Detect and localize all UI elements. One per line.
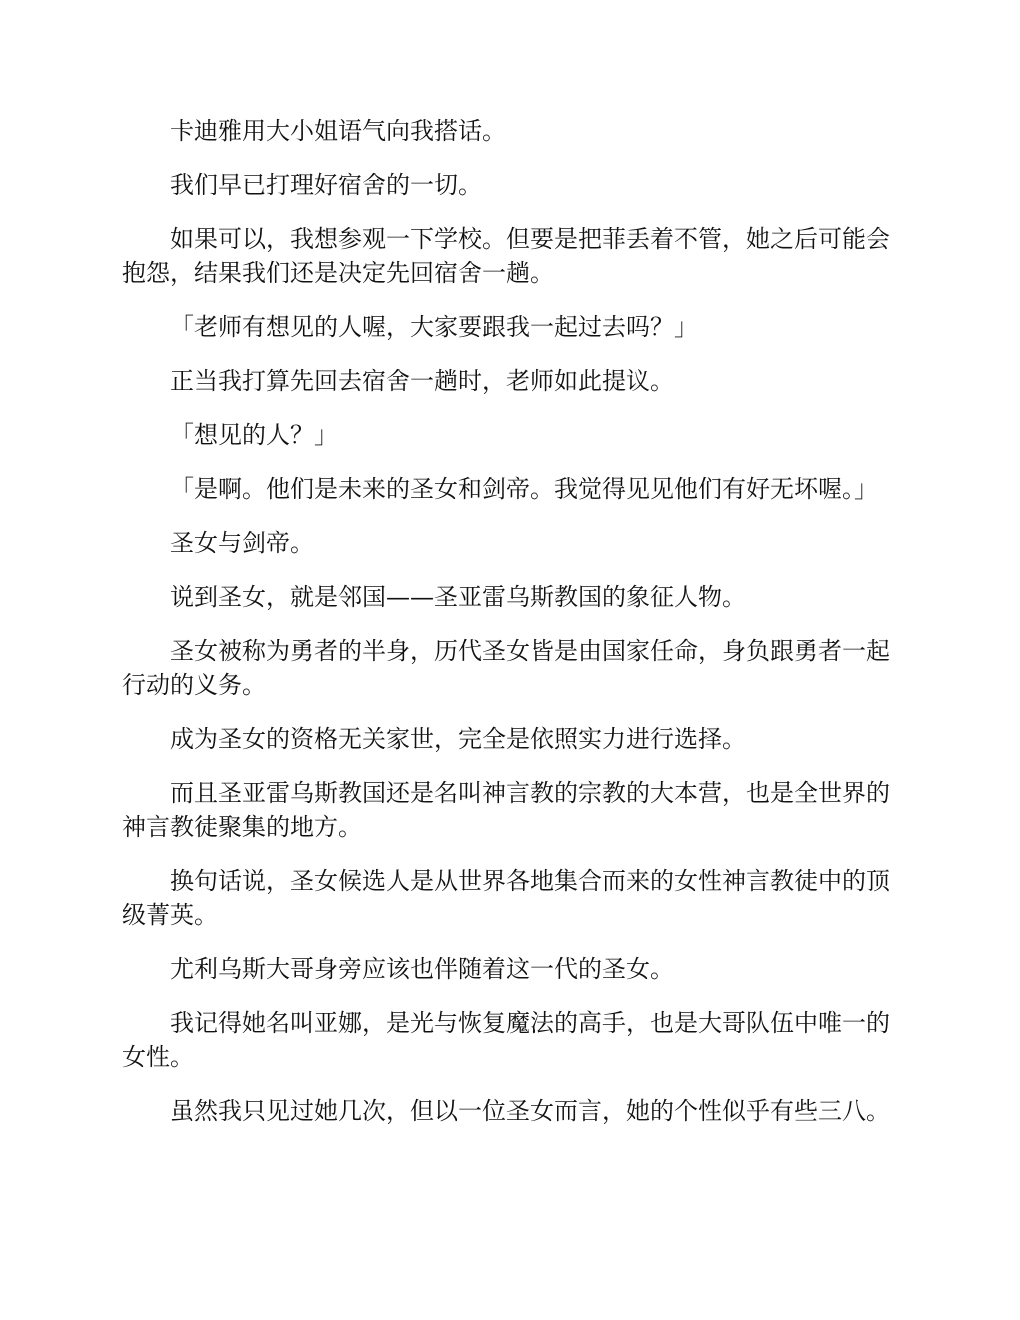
paragraph-15: 我记得她名叫亚娜，是光与恢复魔法的高手，也是大哥队伍中唯一的女性。: [122, 1009, 890, 1071]
document-body: [122, 114, 902, 1148]
paragraph-11: 成为圣女的资格无关家世，完全是依照实力进行选择。: [170, 725, 746, 753]
paragraph-12: 而且圣亚雷乌斯教国还是名叫神言教的宗教的大本营，也是全世界的神言教徒聚集的地方。: [122, 779, 890, 841]
paragraph-16: 虽然我只见过她几次，但以一位圣女而言，她的个性似乎有些三八。: [170, 1097, 890, 1125]
paragraph-10: 圣女被称为勇者的半身，历代圣女皆是由国家任命，身负跟勇者一起行动的义务。: [122, 637, 890, 699]
paragraph-6: 「想见的人？」: [170, 421, 338, 449]
paragraph-4: 「老师有想见的人喔，大家要跟我一起过去吗？」: [170, 313, 698, 341]
paragraph-7: 「是啊。他们是未来的圣女和剑帝。我觉得见见他们有好无坏喔。」: [170, 475, 878, 503]
paragraph-1: 卡迪雅用大小姐语气向我搭话。: [170, 117, 506, 145]
paragraph-13: 换句话说，圣女候选人是从世界各地集合而来的女性神言教徒中的顶级菁英。: [122, 867, 890, 929]
paragraph-3: 如果可以，我想参观一下学校。但要是把菲丢着不管，她之后可能会抱怨，结果我们还是决定先回宿舍一趟。: [122, 225, 890, 287]
paragraph-8: 圣女与剑帝。: [170, 529, 314, 557]
paragraph-5: 正当我打算先回去宿舍一趟时，老师如此提议。: [170, 367, 674, 395]
paragraph-2: 我们早已打理好宿舍的一切。: [170, 171, 482, 199]
paragraph-9: 说到圣女，就是邻国——圣亚雷乌斯教国的象征人物。: [170, 583, 746, 611]
paragraph-14: 尤利乌斯大哥身旁应该也伴随着这一代的圣女。: [170, 955, 674, 983]
